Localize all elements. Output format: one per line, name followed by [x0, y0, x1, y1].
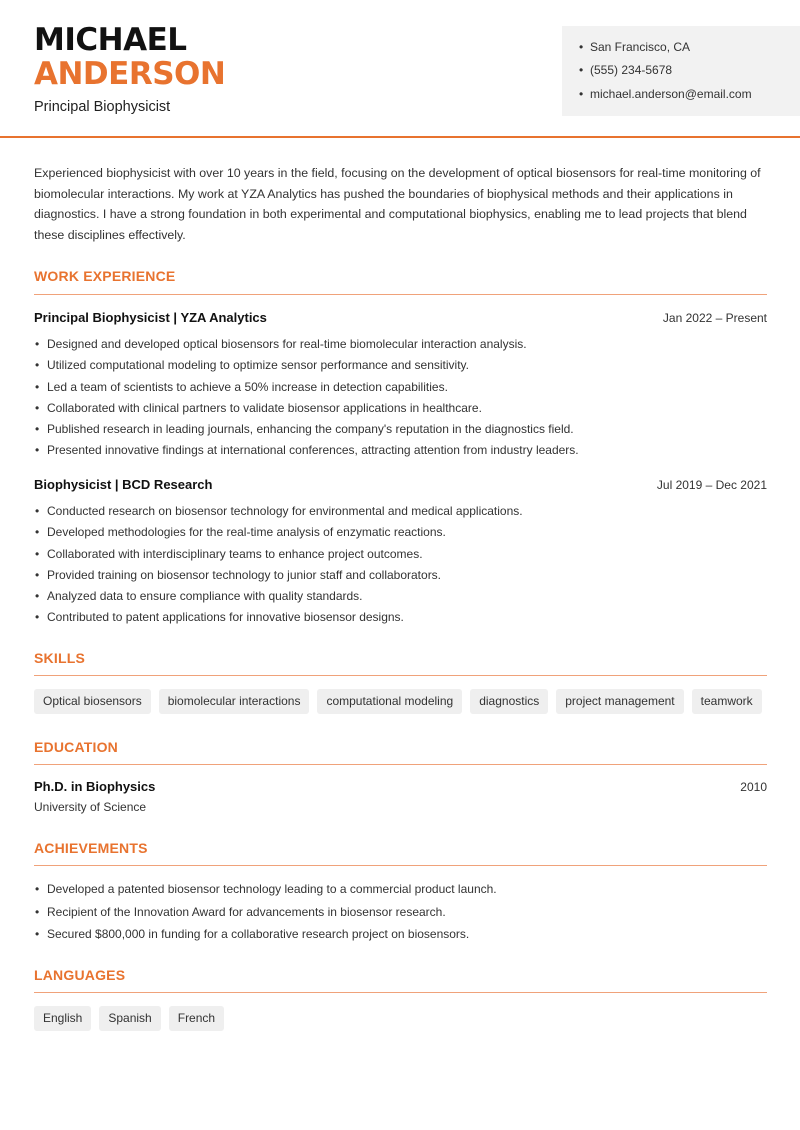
skill-tag: diagnostics	[470, 689, 548, 714]
skill-tag: Optical biosensors	[34, 689, 151, 714]
list-item: • Designed and developed optical biosensors for real-time biomolecular interaction analysis.	[34, 336, 579, 357]
language-tag: Spanish	[99, 1006, 160, 1031]
languages-tag-list	[34, 1006, 224, 1031]
section-title-achievements: ACHIEVEMENTS	[34, 840, 148, 856]
list-item: • Collaborated with interdisciplinary teams to enhance project outcomes.	[34, 546, 523, 567]
list-item: • Contributed to patent applications for innovative biosensor designs.	[34, 609, 523, 630]
professional-summary: Experienced biophysicist with over 10 years in the field, focusing on the development of optical biosensors for real-time monitoring of biomolecular interactions. My work at YZA Analytics has pushed the boundaries of biophysical methods and their applications in diagnostics. I have a strong foundation in both experimental and computational biophysics, enabling me to lead projects that blend these disciplines effectively.	[34, 166, 761, 243]
list-item: • Conducted research on biosensor technology for environmental and medical applications.	[34, 503, 523, 524]
section-title-education: EDUCATION	[34, 739, 118, 755]
skill-tag: teamwork	[692, 689, 762, 714]
section-divider	[34, 764, 767, 765]
job-title: Principal Biophysicist	[34, 99, 171, 115]
skill-tag: computational modeling	[317, 689, 462, 714]
section-title-skills: SKILLS	[34, 650, 85, 666]
list-item: • Recipient of the Innovation Award for advancements in biosensor research.	[34, 904, 497, 927]
language-tag: English	[34, 1006, 91, 1031]
education-school: University of Science	[34, 800, 147, 814]
candidate-name	[34, 23, 225, 91]
skill-tag: project management	[556, 689, 683, 714]
skills-tag-list	[34, 689, 762, 714]
section-divider	[34, 675, 767, 676]
section-title-languages: LANGUAGES	[34, 967, 126, 983]
job-dates: Jan 2022 – Present	[662, 311, 767, 325]
achievements-list	[34, 881, 497, 949]
first-name: MICHAEL	[34, 22, 187, 58]
contact-location: • San Francisco, CA	[590, 40, 690, 54]
contact-box	[562, 26, 800, 116]
job-bullet-list	[34, 503, 523, 631]
list-item: • Developed methodologies for the real-time analysis of enzymatic reactions.	[34, 524, 523, 545]
list-item: • Published research in leading journals, enhancing the company's reputation in the diagnostics field.	[34, 421, 579, 442]
last-name: ANDERSON	[34, 56, 226, 92]
list-item: • Provided training on biosensor technology to junior staff and collaborators.	[34, 567, 523, 588]
section-title-work-experience: WORK EXPERIENCE	[34, 268, 176, 284]
education-year: 2010	[740, 780, 767, 794]
education-degree: Ph.D. in Biophysics	[34, 779, 156, 794]
list-item: • Led a team of scientists to achieve a 50% increase in detection capabilities.	[34, 379, 579, 400]
list-item: • Presented innovative findings at international conferences, attracting attention from industry leaders.	[34, 442, 579, 463]
section-divider	[34, 865, 767, 866]
contact-email[interactable]: • michael.anderson@email.com	[590, 87, 752, 101]
job-bullet-list	[34, 336, 579, 464]
list-item: • Analyzed data to ensure compliance with quality standards.	[34, 588, 523, 609]
resume-header	[0, 0, 800, 138]
list-item: • Collaborated with clinical partners to validate biosensor applications in healthcare.	[34, 400, 579, 421]
language-tag: French	[169, 1006, 224, 1031]
list-item: • Developed a patented biosensor technology leading to a commercial product launch.	[34, 881, 497, 904]
section-divider	[34, 294, 767, 295]
section-divider	[34, 992, 767, 993]
list-item: • Secured $800,000 in funding for a collaborative research project on biosensors.	[34, 926, 497, 949]
job-dates: Jul 2019 – Dec 2021	[656, 478, 767, 492]
job-heading: Biophysicist | BCD Research	[34, 477, 213, 492]
skill-tag: biomolecular interactions	[159, 689, 310, 714]
list-item: • Utilized computational modeling to optimize sensor performance and sensitivity.	[34, 357, 579, 378]
job-heading: Principal Biophysicist | YZA Analytics	[34, 310, 267, 325]
contact-phone: • (555) 234-5678	[590, 63, 672, 77]
